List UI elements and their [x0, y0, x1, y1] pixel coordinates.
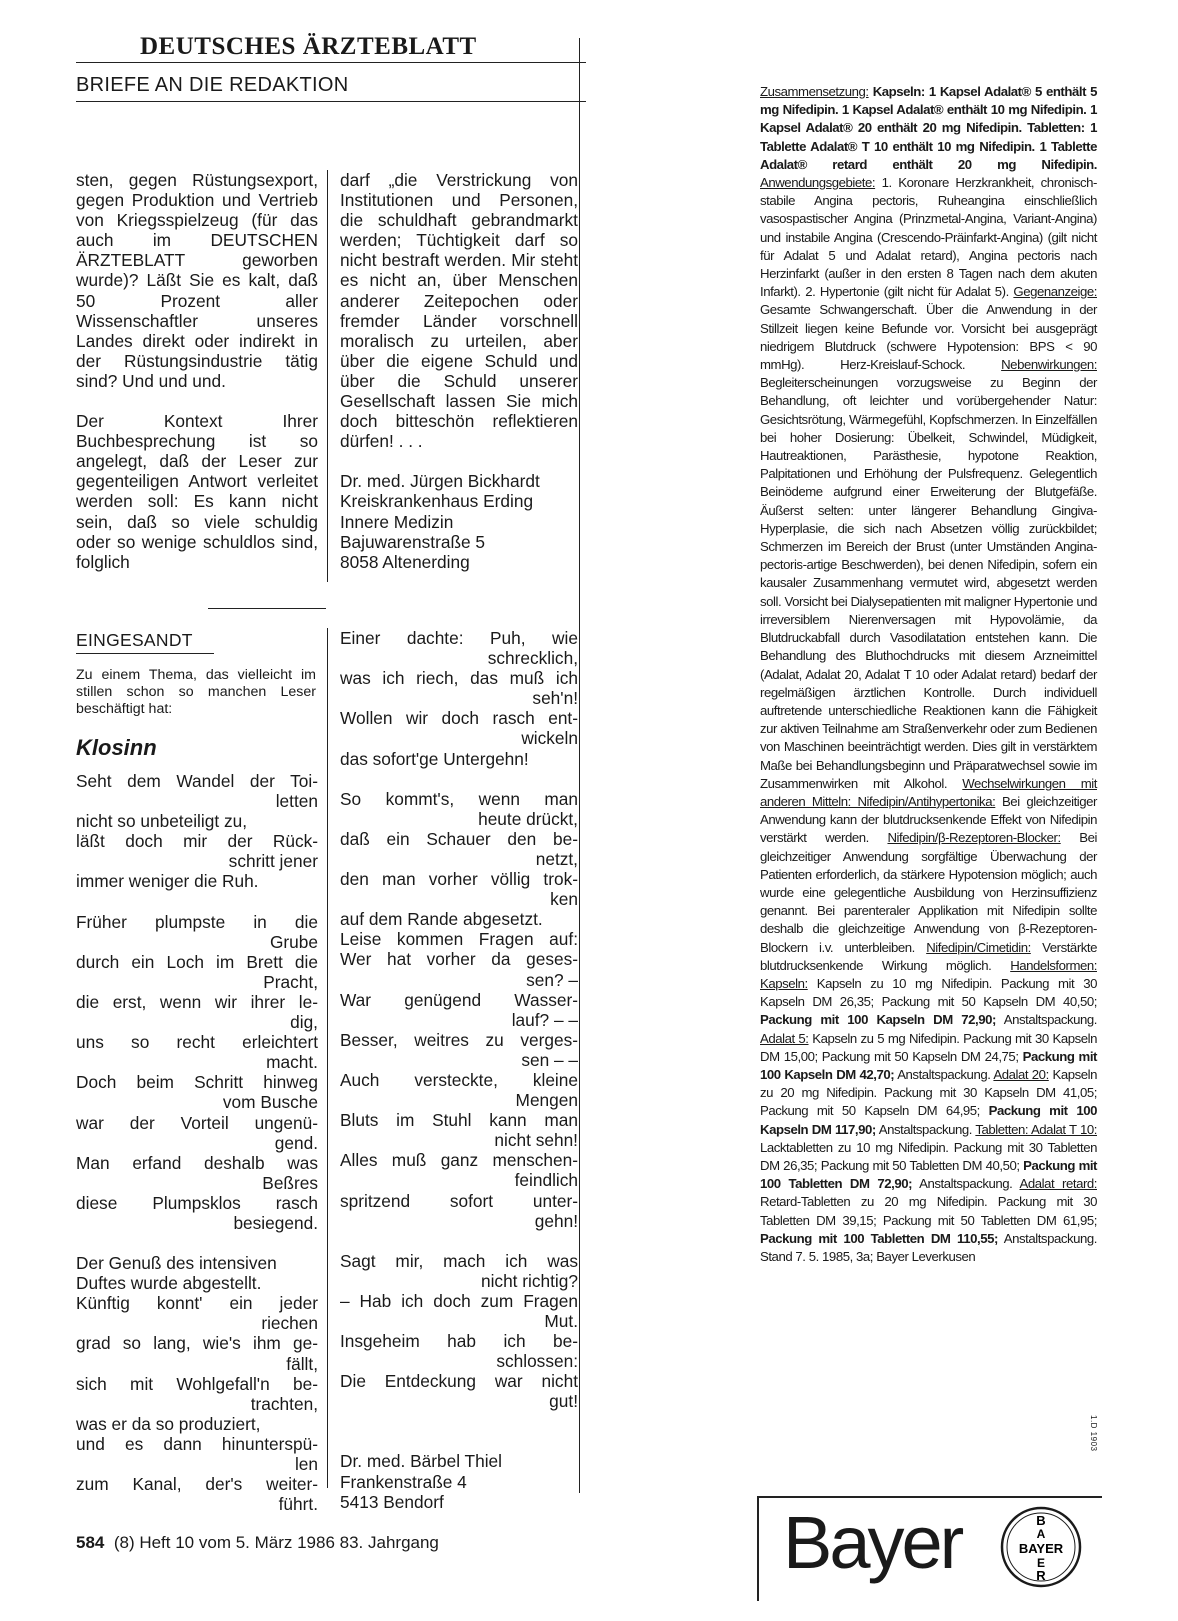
ad-fine-print: Zusammensetzung: Kapseln: 1 Kapsel Adalat® 5 enthält 5 mg Nifedipin. 1 Kapsel Adalat® enthält 10 mg Nifedipin. 1 Kapsel Adalat® 20 enthält 20 mg Nifedipin. Tabletten: 1 Tablette Adalat® T 10 enthält 10 mg Nifedipin. 1 Tablette Adalat® retard enthält 20 mg Nifedipin. Anwendungsgebiete: 1. Koronare Herzkrankheit, chronisch-stabile Angina pectoris, Ruheangina einschließlich vasospastischer Angina (Prinzmetal-Angina, Variant-Angina) und instabile Angina (Crescendo-Präinfarkt-Angina) (gilt nicht für Adalat 5 und Adalat retard), Angina pectoris nach Herzinfarkt (außer in den ersten 8 Tagen nach dem akuten Infarkt). 2. Hypertonie (gilt nicht für Adalat 5). Gegenanzeige: Gesamte Schwangerschaft. Über die Anwendung in der Stillzeit liegen keine Befunde vor. Vorsicht bei ausgeprägt niedrigem Blutdruck (schwere Hypotension: BPS < 90 mmHg). Herz-Kreislauf-Schock. Nebenwirkungen: Begleiterscheinungen vorzugsweise zu Beginn der Behandlung, oft leichter und vorübergehender Natur: Gesichtsrötung, Wärmegefühl, Kopfschmerzen. In Einzelfällen bei hoher Dosierung: Übelkeit, Schwindel, Müdigkeit, Hautreaktionen, Parästhesie, hypotone Reaktion, Palpitationen und Erhöhung der Pulsfrequenz. Gelegentlich Beinödeme aufgrund einer Erweiterung der Blutgefäße. Äußerst selten: unter längerer Behandlung Gingiva-Hyperplasie, die sich nach Absetzen völlig zurückbildet; Schmerzen im Bereich der Brust (unter Umständen Angina-pectoris-artige Beschwerden), bei denen Nifedipin, sofern ein kausaler Zusammenhang vermutet wird, abgesetzt werden soll. Vorsicht bei Dialysepatienten mit maligner Hypertonie und irreversiblem Nierenversagen mit Hypovolämie, da Blutdruckabfall durch Vasodilatation entstehen kann. Die Behandlung des Bluthochdrucks mit diesem Arzneimittel (Adalat, Adalat 20, Adalat T 10 oder Adalat retard) bedarf der regelmäßigen ärztlichen Kontrolle. Durch individuell auftretende unterschiedliche Reaktionen kann die Fähigkeit zur aktiven Teilnahme am Straßenverkehr oder zum Bedienen von Maschinen beeinträchtigt werden. Dies gilt in verstärktem Maße bei Behandlungsbeginn und Präparatwechsel sowie im Zusammenwirken mit Alkohol. Wechselwirkungen mit anderen Mitteln: Nifedipin/Antihypertonika: Bei gleichzeitiger Anwendung kann der blutdrucksenkende Effekt von Nifedipin verstärkt werden. Nifedipin/β-Rezeptoren-Blocker: Bei gleichzeitiger Anwendung sorgfältige Überwachung der Patienten erforderlich, da stärkere Hypotension möglich; auch wurde eine gelegentliche Ausbildung von Herzinsuffizienz genannt. Bei parenteraler Applikation mit Nifedipin sollte deshalb die gleichzeitige Anwendung von β-Rezeptoren-Blockern i.v. unterbleiben. Nifedipin/Cimetidin: Verstärkte blutdrucksenkende Wirkung möglich. Handelsformen: Kapseln: Kapseln zu 10 mg Nifedipin. Packung mit 30 Kapseln DM 26,35; Packung mit 50 Kapseln DM 40,50; Packung mit 100 Kapseln DM 72,90; Anstaltspackung. Adalat 5: Kapseln zu 5 mg Nifedipin. Packung mit 30 Kapseln DM 15,00; Packung mit 50 Kapseln DM 24,75; Packung mit 100 Kapseln DM 42,70; Anstaltspackung. Adalat 20: Kapseln zu 20 mg Nifedipin. Packung mit 30 Kapseln DM 41,05; Packung mit 50 Kapseln DM 64,95; Packung mit 100 Kapseln DM 117,90; Anstaltspackung. Tabletten: Adalat T 10: Lacktabletten zu 10 mg Nifedipin. Packung mit 30 Tabletten DM 26,35; Packung mit 50 Tabletten DM 40,50; Packung mit 100 Tabletten DM 72,90; Anstaltspackung. Adalat retard: Retard-Tabletten zu 20 mg Nifedipin. Packung mit 30 Tabletten DM 39,15; Packung mit 50 Tabletten DM 61,95; Packung mit 100 Tabletten DM 110,55; Anstaltspackung. Stand 7. 5. 1985, 3a; Bayer Leverkusen — [760, 84, 1098, 1264]
section-title: BRIEFE AN DIE REDAKTION — [76, 74, 349, 96]
poem-stanza: So kommt's, wenn man heute drückt, daß ein Schauer den be- netzt, den man vorher völlig trok- ken auf dem Rande abgesetzt. Leise kommen Fragen auf: Wer hat vorher da geses- sen? – War genügend Wasser- lauf? – – Besser, weitres zu verges- sen – – Auch versteckte, kleine Mengen Bluts im Stuhl kann man nicht sehn! Alles muß ganz menschen- feindlich spritzend sofort unter- gehn! — [340, 788, 578, 1231]
poem-signature: Dr. med. Bärbel Thiel Frankenstraße 4 5413 Bendorf — [340, 1451, 503, 1512]
letter-signature: Dr. med. Jürgen Bickhardt Kreiskrankenhaus Erding Innere Medizin Bajuwarenstraße 5 8058 Altenerding — [340, 471, 540, 572]
bayer-cross-logo — [1000, 1506, 1082, 1588]
poem-column-2 — [340, 628, 578, 1512]
letter-column-1 — [76, 170, 318, 592]
ad-code: 1.D 1903 — [1089, 1415, 1098, 1452]
letter-paragraph: darf „die Verstrickung von Institutionen und Personen, die schuldhaft gebrandmarkt werden; Tüchtigkeit darf so nicht bestraft werden. Mir steht es nicht an, über Menschen anderer Zeitepochen oder fremder Länder vorschnell moralisch zu urteilen, aber über die eigene Schuld und über die Schuld unserer Gesellschaft lassen Sie mich doch bitteschön reflektieren dürfen! . . . — [340, 170, 578, 452]
svg-text:A: A — [1036, 1527, 1046, 1541]
page-number: 584 — [76, 1533, 105, 1552]
poem-stanza: Sagt mir, mach ich was nicht richtig? – Hab ich doch zum Fragen Mut. Insgeheim hab ich be- schlossen: Die Entdeckung war nicht gut! — [340, 1250, 578, 1412]
letter-paragraph: sten, gegen Rüstungsexport, gegen Produktion und Vertrieb von Kriegsspielzeug (für das auch im DEUTSCHEN ÄRZTEBLATT geworben wurde)? Läßt Sie es kalt, daß 50 Prozent aller Wissenschaftler unseres Landes direkt oder indirekt in der Rüstungsindustrie tätig sind? Und und und. — [76, 170, 318, 391]
eingesandt-rule — [76, 653, 214, 654]
column-divider — [327, 628, 328, 1488]
poem-column-1 — [76, 771, 318, 1534]
svg-text:B: B — [1036, 1513, 1046, 1528]
svg-text:BAYER: BAYER — [1018, 1541, 1064, 1556]
poem-title: Klosinn — [76, 735, 157, 760]
page-footer — [76, 1533, 439, 1553]
masthead-rule — [76, 62, 586, 63]
poem-stanza: Früher plumpste in die Grube durch ein Loch im Brett die Pracht, die erst, wenn wir ihrer le- dig, uns so recht erleichtert macht. Doch beim Schritt hinweg vom Busche war der Vorteil ungenü- gend. Man erfand deshalb was Beßres diese Plumpsklos rasch besiegend. — [76, 911, 318, 1233]
issue-info: (8) Heft 10 vom 5. März 1986 83. Jahrgang — [113, 1533, 439, 1552]
eingesandt-intro: Zu einem Thema, das vielleicht im stillen schon so manchen Leser beschäftigt hat: — [76, 667, 316, 717]
page-column-rule — [579, 38, 580, 1493]
letter-paragraph: Der Kontext Ihrer Buchbesprechung ist so angelegt, daß der Leser zur gegenteiligen Antwort verleitet werden soll: Es kann nicht sein, daß so viele schuldig oder so wenige schuldlos sind, folglich — [76, 411, 318, 572]
eingesandt-heading: EINGESANDT — [76, 630, 193, 650]
svg-text:R: R — [1036, 1568, 1046, 1583]
poem-stanza: Der Genuß des intensiven Duftes wurde abgestellt. Künftig konnt' ein jeder riechen grad so lang, wie's ihm ge- fällt, sich mit Wohlgefall'n be- trachten, was er da so produziert, und es dann hinunterspü- len zum Kanal, der's weiter- führt. — [76, 1253, 318, 1515]
section-rule — [76, 101, 586, 102]
column-divider — [327, 170, 328, 582]
poem-stanza: Einer dachte: Puh, wie schrecklich, was ich riech, das muß ich seh'n! Wollen wir doch rasch ent- wickeln das sofort'ge Untergehn! — [340, 628, 578, 769]
bayer-wordmark: Bayer — [783, 1501, 962, 1584]
svg-text:E: E — [1036, 1556, 1046, 1570]
poem-stanza: Seht dem Wandel der Toi- letten nicht so unbeteiligt zu, läßt doch mir der Rück- schritt jener immer weniger die Ruh. — [76, 771, 318, 892]
masthead: DEUTSCHES ÄRZTEBLATT — [140, 33, 477, 60]
letter-column-2 — [340, 170, 578, 572]
separator-rule — [208, 608, 326, 609]
